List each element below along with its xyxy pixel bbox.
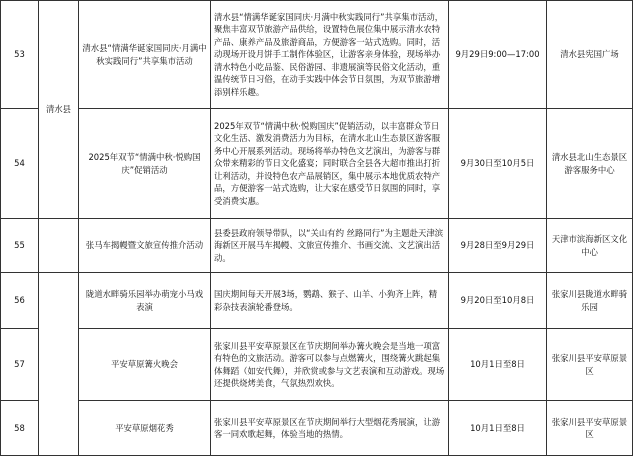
row-number: 53: [1, 1, 39, 109]
activity-date: 9月20日至10月8日: [449, 273, 547, 329]
table-row: [1, 219, 633, 273]
activity-name: 平安草原篝火晚会: [79, 329, 211, 401]
table-row: [1, 401, 633, 456]
activity-name: 平安草原烟花秀: [79, 401, 211, 456]
activity-date: 9月30日至10月5日: [449, 109, 547, 219]
county-cell: 清水县: [39, 1, 79, 219]
activity-place: 天津市滨海新区文化中心: [547, 219, 633, 273]
activity-description: 2025年双节“情满中秋·悦购国庆”促销活动，以丰富群众节日文化生活、激发消费活力为目标，在清水北山生态景区游客服务中心开展系列活动。现场将举办特色文艺演出，为游客与群众带来精彩的节日文化盛宴；同时联合全县各大超市推出打折让利活动，并设特色农产品展销区，集中展示本地优质农特产品，方便游客一站式选购，让大家在感受节日氛围的同时，享受消费实惠。: [211, 109, 449, 219]
activity-name: 张马车揭幔暨文旅宣传推介活动: [79, 219, 211, 273]
activity-name: 2025年双节“情满中秋·悦购国庆”促销活动: [79, 109, 211, 219]
activity-date: 10月1日至8日: [449, 329, 547, 401]
activity-name: 清水县“情满华诞家国同庆·月满中秋实践同行”共享集市活动: [79, 1, 211, 109]
activity-date: 9月29日9:00—17:00: [449, 1, 547, 109]
activity-place: 清水县宪国广场: [547, 1, 633, 109]
county-cell-empty: [39, 219, 79, 273]
row-number: 57: [1, 329, 39, 401]
row-number: 58: [1, 401, 39, 456]
activity-description: 县委县政府领导带队，以“关山有约 丝路同行”为主题赴天津滨海新区开展马车揭幔、文旅宣传推介、书画交流、文艺演出活动。: [211, 219, 449, 273]
row-number: 56: [1, 273, 39, 329]
activity-description: 清水县“情满华诞家国同庆·月满中秋实践同行”共享集市活动，聚焦丰富双节旅游产品供给，设置特色展位集中展示清水农特产品、康养产品及旅游商品，方便游客一站式选购。同时，活动现场开设月饼手工制作体验区，让游客亲身体验，现场举办清水特色小吃品鉴、民俗游园、非遗展演等民俗文化活动，重温传统节日习俗，在动手实践中体会节日氛围，为双节旅游增添别样乐趣。: [211, 1, 449, 109]
row-number: 55: [1, 219, 39, 273]
activity-description: 张家川县平安草原景区在节庆期间举办篝火晚会是当地一项富有特色的文旅活动。游客可以参与点燃篝火，围绕篝火跳起集体舞蹈（如安代舞），并欣赏或参与文艺表演和互动游戏。现场还提供烧烤美食，气氛热烈欢快。: [211, 329, 449, 401]
table-row: [1, 329, 633, 401]
activity-place: 张家川县平安草原景区: [547, 329, 633, 401]
activity-name: 陇道水畔骑乐园举办萌宠小马戏表演: [79, 273, 211, 329]
activity-description: 国庆期间每天开展3场，鹦鹉、猴子、山羊、小狗齐上阵，精彩杂技表演轮番登场。: [211, 273, 449, 329]
activity-place: 张家川县陇道水畔骑乐园: [547, 273, 633, 329]
table-row: [1, 273, 633, 329]
activity-place: 张家川县平安草原景区: [547, 401, 633, 456]
activity-place: 清水县北山生态景区游客服务中心: [547, 109, 633, 219]
activity-date: 10月1日至8日: [449, 401, 547, 456]
table-row: [1, 1, 633, 109]
activity-description: 张家川县平安草原景区在节庆期间举行大型烟花秀展演，让游客一同欢歌起舞，体验当地的热情。: [211, 401, 449, 456]
table-row: [1, 109, 633, 219]
activity-date: 9月28日至9月29日: [449, 219, 547, 273]
row-number: 54: [1, 109, 39, 219]
county-cell-empty: [39, 273, 79, 456]
